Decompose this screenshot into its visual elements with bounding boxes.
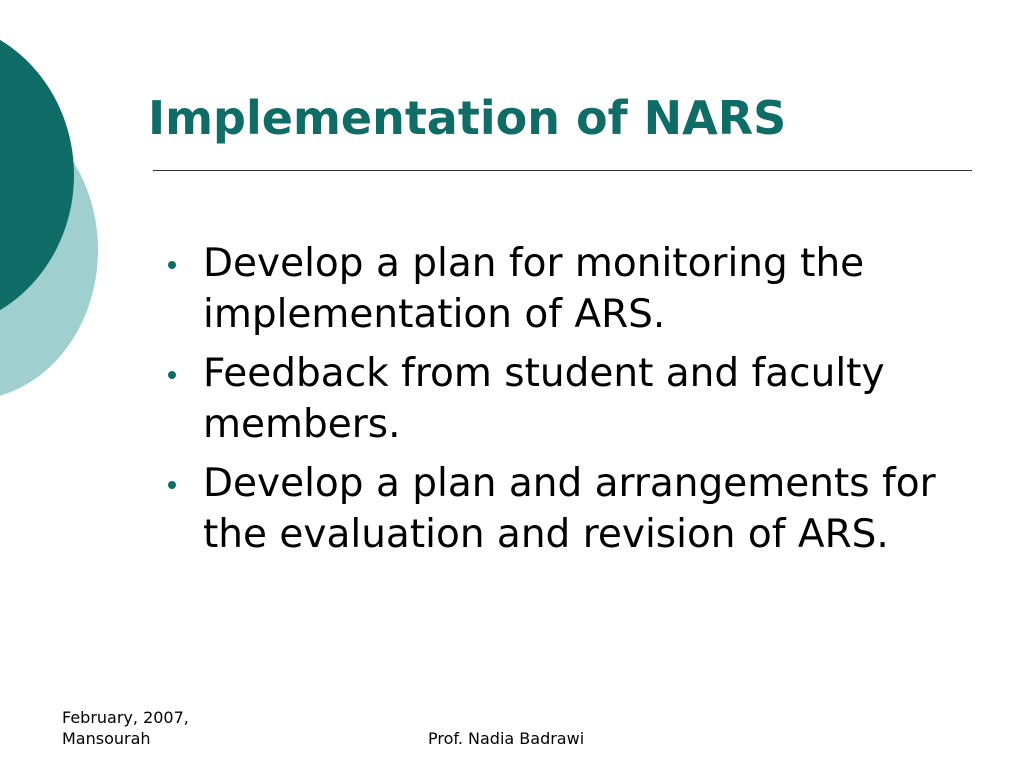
footer-author: Prof. Nadia Badrawi <box>428 729 585 748</box>
title-divider <box>153 170 972 171</box>
bullet-item <box>162 348 962 450</box>
bullet-list <box>162 238 962 568</box>
bullet-text: Develop a plan for monitoring the implementation of ARS. <box>203 241 865 337</box>
footer-date-line1: February, 2007, <box>62 708 189 727</box>
bullet-item <box>162 238 962 340</box>
footer-date <box>62 707 189 749</box>
bullet-dot-icon <box>168 481 176 489</box>
slide-title: Implementation of NARS <box>148 91 787 145</box>
bullet-text: Feedback from student and faculty members. <box>203 351 885 447</box>
footer-date-line2: Mansourah <box>62 729 151 748</box>
bullet-item <box>162 458 962 560</box>
bullet-dot-icon <box>168 371 176 379</box>
bullet-text: Develop a plan and arrangements for the evaluation and revision of ARS. <box>203 461 936 557</box>
bullet-dot-icon <box>168 261 176 269</box>
